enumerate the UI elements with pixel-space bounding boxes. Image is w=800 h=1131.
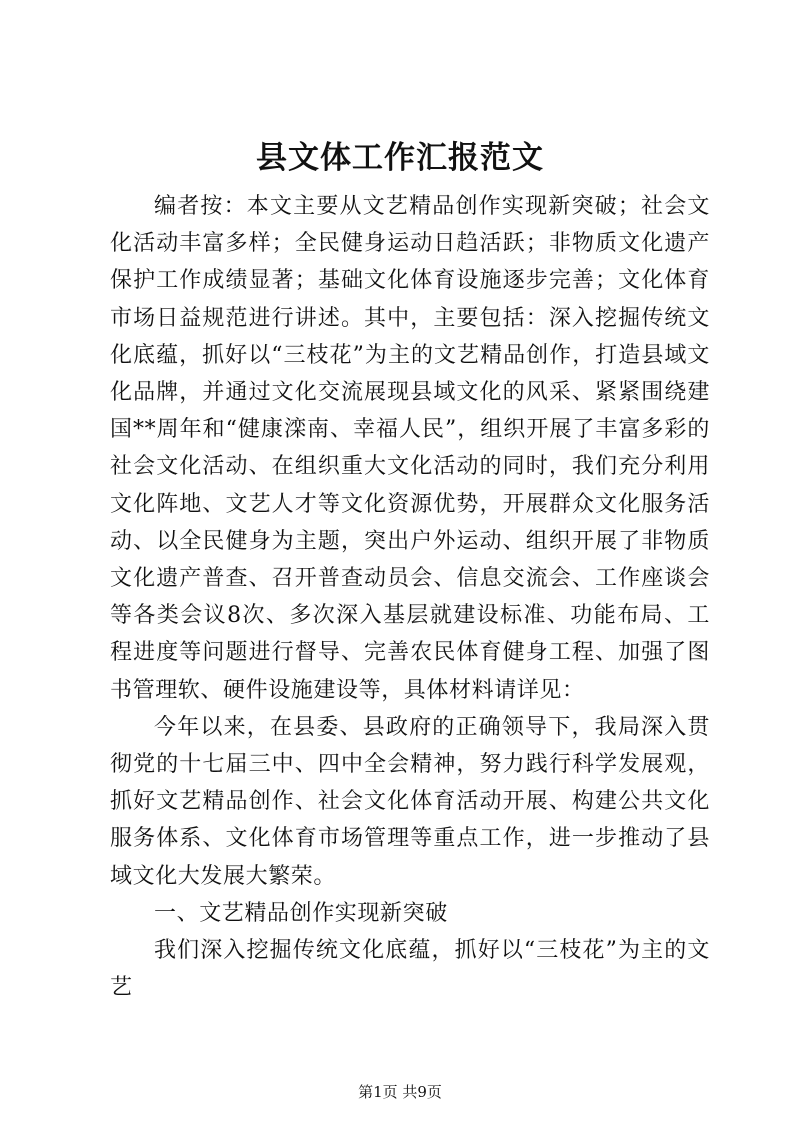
editor-note-paragraph: 编者按：本文主要从文艺精品创作实现新突破；社会文化活动丰富多样；全民健身运动日趋活跃；非物质文化遗产保护工作成绩显著；基础文化体育设施逐步完善；文化体育市场日益规范进行讲述。其中，主要包括：深入挖掘传统文化底蕴，抓好以“三枝花”为主的文艺精品创作，打造县域文化品牌，并通过文化交流展现县域文化的风采、紧紧围绕建国**周年和“健康滦南、幸福人民”，组织开展了丰富多彩的社会文化活动、在组织重大文化活动的同时，我们充分利用文化阵地、文艺人才等文化资源优势，开展群众文化服务活动、以全民健身为主题，突出户外运动、组织开展了非物质文化遗产普查、召开普查动员会、信息交流会、工作座谈会等各类会议8次、多次深入基层就建设标准、功能布局、工程进度等问题进行督导、完善农民体育健身工程、加强了图书管理软、硬件设施建设等，具体材料请详见：: [110, 194, 710, 703]
section-paragraph: 我们深入挖掘传统文化底蕴，抓好以“三枝花”为主的文艺: [110, 938, 710, 1001]
document-body: [110, 188, 710, 1006]
intro-paragraph: 今年以来，在县委、县政府的正确领导下，我局深入贯彻党的十七届三中、四中全会精神，努力践行科学发展观，抓好文艺精品创作、社会文化体育活动开展、构建公共文化服务体系、文化体育市场管理等重点工作，进一步推动了县域文化大发展大繁荣。: [110, 714, 710, 889]
page-number-footer: 第1页 共9页: [358, 1083, 442, 1101]
document-title: 县文体工作汇报范文: [256, 140, 544, 176]
section-heading: 一、文艺精品创作实现新突破: [154, 900, 448, 926]
